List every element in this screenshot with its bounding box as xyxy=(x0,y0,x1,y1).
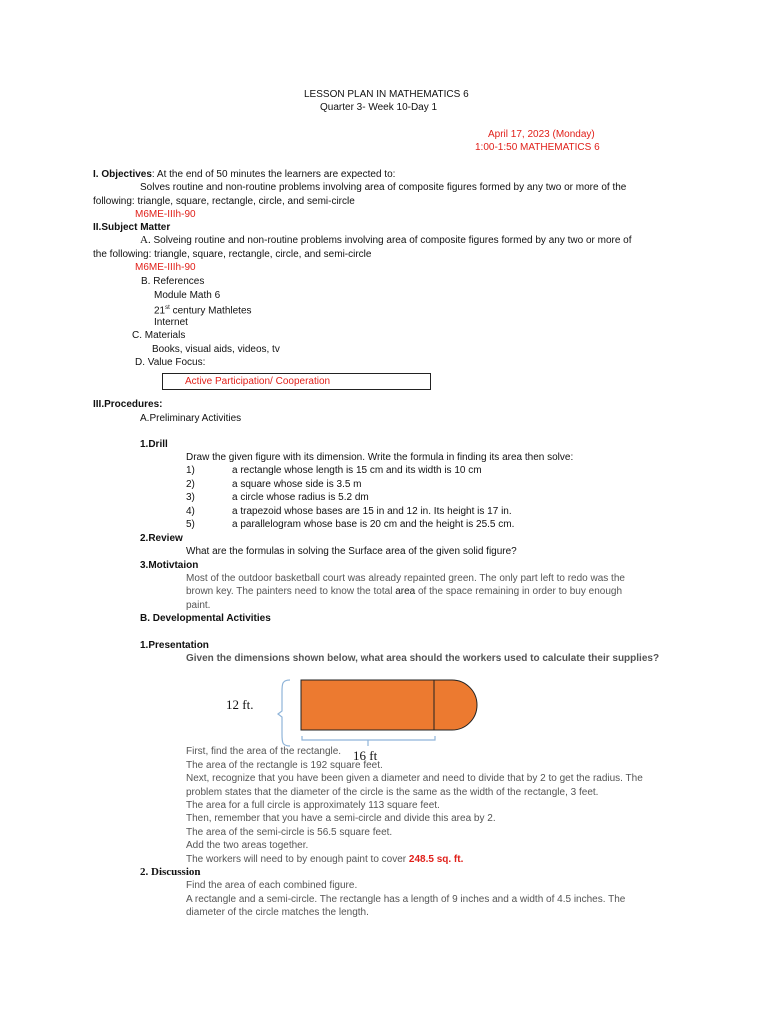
references-label: B. References xyxy=(141,276,205,287)
objectives-label: I. Objectives xyxy=(93,169,152,180)
presentation-label: 1.Presentation xyxy=(140,640,209,651)
drill-item-num: 5) xyxy=(186,519,195,530)
drill-item-num: 1) xyxy=(186,465,195,476)
height-brace xyxy=(278,680,290,746)
objectives-line xyxy=(93,168,395,181)
presentation-question: Given the dimensions shown below, what area should the workers used to calculate their supplies? xyxy=(186,653,660,664)
presentation-step: First, find the area of the rectangle. xyxy=(186,746,342,757)
reference-item: 21st century Mathletes xyxy=(154,305,252,317)
page-subtitle: Quarter 3- Week 10-Day 1 xyxy=(320,102,438,113)
presentation-step: The area for a full circle is approximately 113 square feet. xyxy=(186,800,440,811)
lesson-date: April 17, 2023 (Monday) xyxy=(488,129,595,140)
drill-intro: Draw the given figure with its dimension. Write the formula in finding its area then solve: xyxy=(186,452,574,463)
developmental-label: B. Developmental Activities xyxy=(140,613,271,624)
value-focus-label: D. Value Focus: xyxy=(135,357,206,368)
motivation-text-3: paint. xyxy=(186,600,211,611)
page-title: LESSON PLAN IN MATHEMATICS 6 xyxy=(304,89,469,100)
presentation-step: Add the two areas together. xyxy=(186,840,309,851)
materials-text: Books, visual aids, videos, tv xyxy=(152,344,280,355)
drill-item-text: a circle whose radius is 5.2 dm xyxy=(232,492,369,503)
motivation-text-1: Most of the outdoor basketball court was already repainted green. The only part left to redo was the xyxy=(186,573,625,584)
semicircle-shape xyxy=(434,680,477,730)
discussion-text-2: A rectangle and a semi-circle. The rectangle has a length of 9 inches and a width of 4.5 inches. The xyxy=(186,894,626,905)
subject-matter-label: II.Subject Matter xyxy=(93,222,171,233)
reference-item: Internet xyxy=(154,317,188,328)
subject-matter-marker: A. xyxy=(140,234,151,246)
procedures-label: III.Procedures: xyxy=(93,399,163,410)
presentation-final: The workers will need to by enough paint to cover 248.5 sq. ft. xyxy=(186,854,464,865)
presentation-step: The area of the rectangle is 192 square feet. xyxy=(186,760,383,771)
objectives-intro: : At the end of 50 minutes the learners are expected to: xyxy=(151,169,396,180)
drill-item-num: 3) xyxy=(186,492,195,503)
drill-item-text: a trapezoid whose bases are 15 in and 12 in. Its height is 17 in. xyxy=(232,506,512,517)
subject-matter-code: M6ME-IIIh-90 xyxy=(135,262,196,273)
materials-label: C. Materials xyxy=(132,330,186,341)
value-focus-text: Active Participation/ Cooperation xyxy=(185,376,331,387)
discussion-label: 2. Discussion xyxy=(140,866,201,878)
review-label: 2.Review xyxy=(140,533,183,544)
lesson-time: 1:00-1:50 MATHEMATICS 6 xyxy=(475,142,600,153)
objectives-text-2: following: triangle, square, rectangle, circle, and semi-circle xyxy=(93,196,355,207)
reference-item: Module Math 6 xyxy=(154,290,221,301)
presentation-step: Then, remember that you have a semi-circle and divide this area by 2. xyxy=(186,813,496,824)
motivation-text-2: brown key. The painters need to know the total area of the space remaining in order to buy enough xyxy=(186,586,623,597)
review-text: What are the formulas in solving the Surface area of the given solid figure? xyxy=(186,546,517,557)
rectangle-shape xyxy=(301,680,434,730)
preliminary-label: A.Preliminary Activities xyxy=(140,413,242,424)
presentation-step: problem states that the diameter of the circle is the same as the width of the rectangle, 3 feet. xyxy=(186,787,599,798)
subject-matter-a xyxy=(140,234,632,247)
final-answer: 248.5 sq. ft. xyxy=(408,854,464,865)
drill-item-text: a rectangle whose length is 15 cm and its width is 10 cm xyxy=(232,465,482,476)
motivation-label: 3.Motivtaion xyxy=(140,560,199,571)
discussion-text-1: Find the area of each combined figure. xyxy=(186,880,358,891)
drill-item-num: 4) xyxy=(186,506,195,517)
height-label: 12 ft. xyxy=(226,697,254,712)
drill-label: 1.Drill xyxy=(140,439,168,450)
subject-matter-text-2: the following: triangle, square, rectangle, circle, and semi-circle xyxy=(93,249,372,260)
width-brace xyxy=(302,736,435,740)
discussion-text-3: diameter of the circle matches the length. xyxy=(186,907,369,918)
subject-matter-text-1: Solveing routine and non-routine problems involving area of composite figures formed by any two or more of xyxy=(150,235,632,246)
presentation-step: Next, recognize that you have been given a diameter and need to divide that by 2 to get the radius. The xyxy=(186,773,643,784)
drill-item-num: 2) xyxy=(186,479,195,490)
width-label: 16 ft xyxy=(353,748,378,763)
presentation-step: The area of the semi-circle is 56.5 square feet. xyxy=(186,827,393,838)
objectives-code: M6ME-IIIh-90 xyxy=(135,209,196,220)
drill-item-text: a parallelogram whose base is 20 cm and the height is 25.5 cm. xyxy=(232,519,515,530)
drill-item-text: a square whose side is 3.5 m xyxy=(232,479,362,490)
objectives-text-1: Solves routine and non-routine problems involving area of composite figures formed by any two or more of the xyxy=(140,182,627,193)
